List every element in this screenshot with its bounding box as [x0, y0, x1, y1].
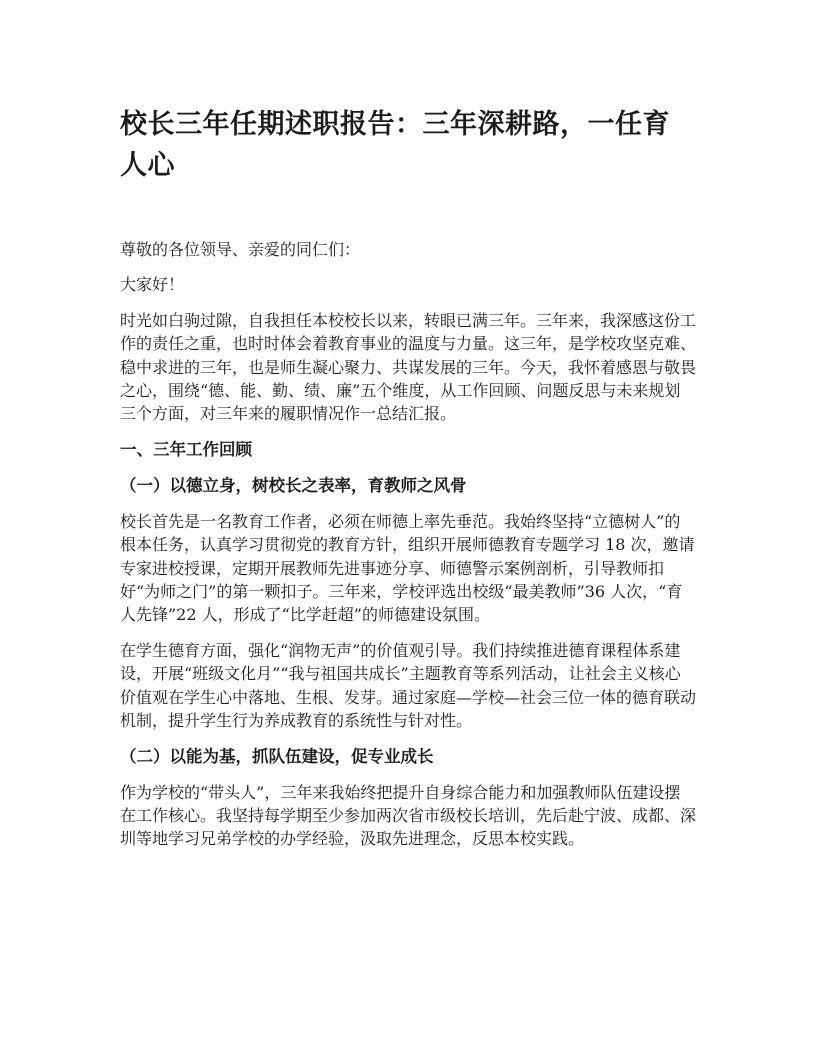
subsection-heading-ability: （二）以能为基，抓队伍建设，促专业成长	[120, 746, 434, 766]
document-title: 校长三年任期述职报告：三年深耕路，一任育人心	[120, 109, 670, 181]
subsection-heading-morality: （一）以德立身，树校长之表率，育教师之风骨	[120, 475, 467, 495]
ability-paragraph-1: 作为学校的“带头人”，三年来我始终把提升自身综合能力和加强教师队伍建设摆在工作核心。我坚持每学期至少参加两次省市级校长培训，先后赴宁波、成都、深圳等地学习兄弟学校的办学经验，汲取先进理念，反思本校实践。	[120, 782, 697, 849]
morality-paragraph-2: 在学生德育方面，强化“润物无声”的价值观引导。我们持续推进德育课程体系建设，开展“班级文化月”“我与祖国共成长”主题教育等系列活动，让社会主义核心价值观在学生心中落地、生根、发芽。通过家庭—学校—社会三位一体的德育联动机制，提升学生行为养成教育的系统性与针对性。	[120, 640, 697, 731]
greeting: 大家好！	[120, 275, 185, 295]
intro-paragraph: 时光如白驹过隙，自我担任本校校长以来，转眼已满三年。三年来，我深感这份工作的责任之重，也时时体会着教育事业的温度与力量。这三年，是学校攻坚克难、稳中求进的三年，也是师生凝心聚力、共谋发展的三年。今天，我怀着感恩与敬畏之心，围绕“德、能、勤、绩、廉”五个维度，从工作回顾、问题反思与未来规划三个方面，对三年来的履职情况作一总结汇报。	[120, 310, 697, 424]
section-heading-work-review: 一、三年工作回顾	[120, 439, 252, 459]
document-page	[120, 104, 696, 863]
salutation: 尊敬的各位领导、亲爱的同仁们：	[120, 240, 361, 259]
morality-paragraph-1: 校长首先是一名教育工作者，必须在师德上率先垂范。我始终坚持“立德树人”的根本任务，认真学习贯彻党的教育方针，组织开展师德教育专题学习 18 次，邀请专家进校授课，定期开展教师先进事迹分享、师德警示案例剖析，引导教师扣好“为师之门”的第一颗扣子。三年来，学校评选出校级“最美教师”36 人次，“育人先锋”22 人，形成了“比学赶超”的师德建设氛围。	[120, 511, 695, 625]
